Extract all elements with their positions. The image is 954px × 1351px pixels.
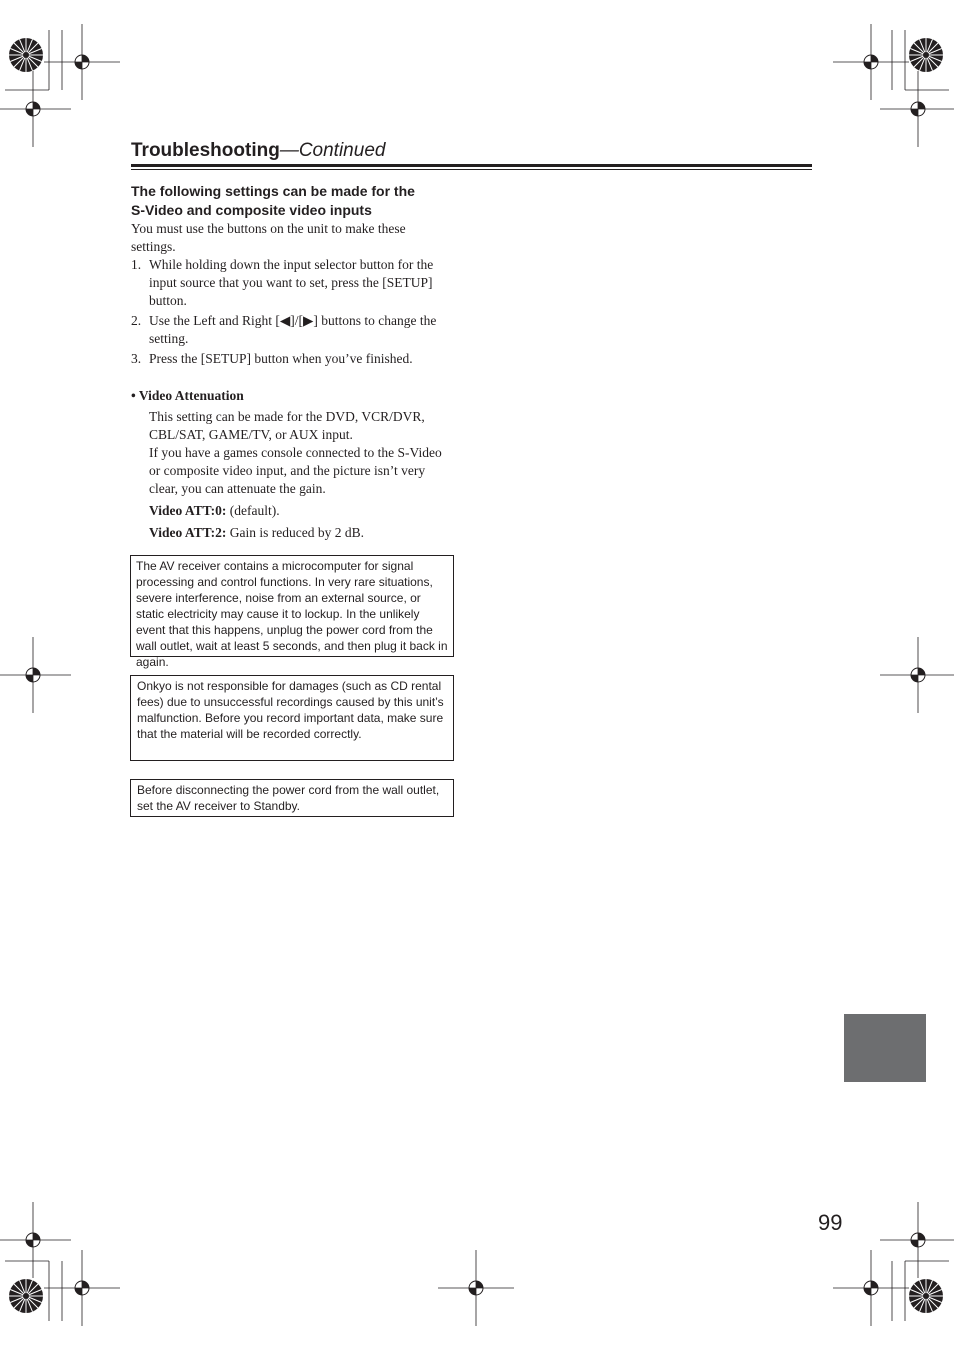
step-text: Press the [SETUP] button when you’ve finished. bbox=[149, 351, 413, 366]
note-box-microcomputer bbox=[130, 555, 454, 669]
step-text: While holding down the input selector button for the input source that you want to set, press the [SETUP] button. bbox=[149, 257, 434, 308]
note-text: Onkyo is not responsible for damages (such as CD rental fees) due to unsuccessful recordings caused by this unit’s malfunction. Before you record important data, make sure that the material will be recorded correctly. bbox=[137, 679, 444, 741]
step-number: 1. bbox=[131, 257, 142, 272]
note-text: Before disconnecting the power cord from the wall outlet, set the AV receiver to Standby. bbox=[137, 783, 440, 813]
steps-list bbox=[131, 256, 451, 368]
step-number: 2. bbox=[131, 313, 142, 328]
video-attenuation-text2: If you have a games console connected to the S-Video or composite video input, and the picture isn’t very clear, you can attenuate the gain. bbox=[149, 445, 442, 496]
section-heading-line2: S-Video and composite video inputs bbox=[131, 202, 372, 218]
note-box-liability bbox=[130, 675, 454, 761]
step-text: Use the Left and Right [◀]/[▶] buttons to change the setting. bbox=[149, 313, 437, 346]
att2-line bbox=[131, 524, 451, 542]
list-item bbox=[131, 256, 451, 310]
page-header bbox=[131, 139, 812, 163]
list-item bbox=[131, 312, 451, 348]
video-attenuation-title: • Video Attenuation bbox=[131, 388, 244, 403]
att2-label: Video ATT:2: bbox=[149, 525, 227, 540]
att0-text: (default). bbox=[226, 503, 280, 518]
section-tab bbox=[844, 1014, 926, 1082]
att0-line bbox=[131, 502, 451, 520]
att0-label: Video ATT:0: bbox=[149, 503, 227, 518]
header-continued: —Continued bbox=[279, 140, 386, 161]
section-intro: You must use the buttons on the unit to make these settings. bbox=[131, 221, 406, 254]
settings-section bbox=[131, 182, 451, 542]
page-number: 99 bbox=[818, 1210, 843, 1235]
header-title: Troubleshooting bbox=[131, 140, 280, 161]
header-rule bbox=[131, 164, 812, 167]
header-rule-thin bbox=[131, 169, 812, 170]
section-heading bbox=[131, 182, 451, 220]
section-heading-line1: The following settings can be made for the bbox=[131, 183, 415, 199]
video-attenuation-text1: This setting can be made for the DVD, VCR/DVR, CBL/SAT, GAME/TV, or AUX input. bbox=[149, 409, 425, 442]
att2-text: Gain is reduced by 2 dB. bbox=[226, 525, 364, 540]
step-number: 3. bbox=[131, 351, 142, 366]
note-text: The AV receiver contains a microcomputer for signal processing and control functions. In very rare situations, severe interference, noise from an external source, or static electricity may cause it to lockup. In the unlikely event that this happens, unplug the power cord from the wall outlet, wait at least 5 seconds, and then plug it back in again. bbox=[136, 559, 448, 669]
note-box-standby bbox=[130, 779, 454, 817]
list-item bbox=[131, 350, 451, 368]
